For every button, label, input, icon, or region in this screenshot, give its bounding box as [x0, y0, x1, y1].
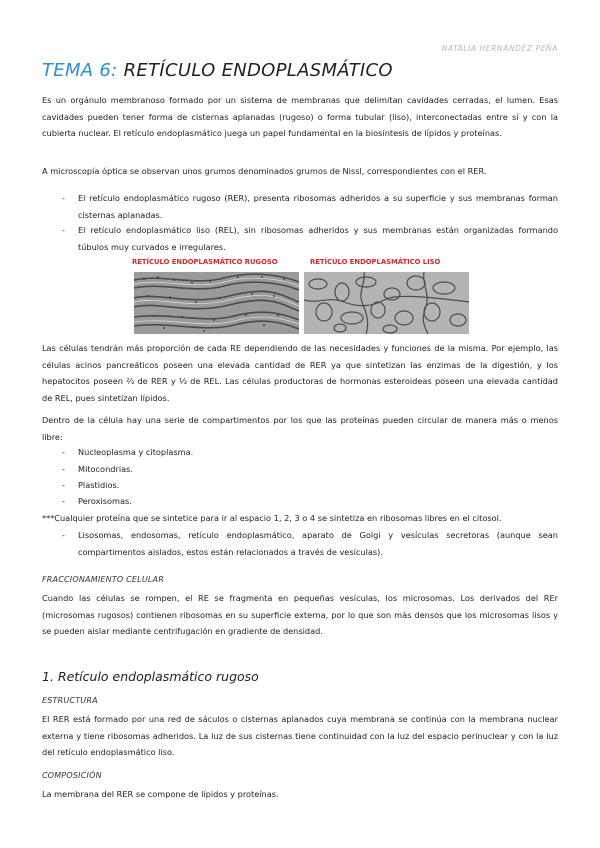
- bullet-dash: -: [62, 496, 65, 506]
- title-number: TEMA 6:: [42, 60, 118, 81]
- caption-rer: RETÍCULO ENDOPLASMÁTICO RUGOSO: [132, 258, 278, 266]
- list-item-text: El retículo endoplasmático rugoso (RER), presenta ribosomas adheridos a su superficie y sus membranas forman cisternas aplanadas.: [78, 193, 558, 220]
- composition-heading: COMPOSICIÓN: [42, 771, 102, 780]
- rer-micrograph-image: [134, 272, 299, 334]
- bullet-dash: -: [62, 464, 65, 474]
- structure-heading: ESTRUCTURA: [42, 696, 98, 705]
- caption-rel: RETÍCULO ENDOPLASMÁTICO LISO: [310, 258, 441, 266]
- list-item-text: El retículo endoplasmático liso (REL), sin ribosomas adheridos y sus membranas están organizadas formando túbulos muy curvados e irregulares.: [78, 225, 558, 252]
- note-paragraph: ***Cualquier proteína que se sintetice para ir al espacio 1, 2, 3 o 4 se sintetiza en ribosomas libres en el citosol.: [42, 513, 502, 523]
- list-item: [62, 493, 558, 510]
- list-item-text: Nucleoplasma y citoplasma.: [78, 447, 194, 457]
- structure-paragraph: El RER está formado por una red de sáculos o cisternas aplanados cuya membrana se continúa con la membrana nuclear externa y tiene ribosomas adheridos. La luz de sus cisternas tiene continuidad con la luz del espacio perinuclear y con la luz del retículo endoplasmático liso.: [42, 714, 558, 757]
- list-item-rer: [62, 190, 558, 223]
- bullet-dash: -: [62, 480, 65, 490]
- list-item: [62, 461, 558, 478]
- fractionation-paragraph: Cuando las células se rompen, el RE se fragmenta en pequeñas vesículas, los microsomas. Los derivados del REr (microsomas rugosos) contienen ribosomas en su superficie externa, por lo que son más densos que los microsomas lisos y se pueden aislar mediante centrifugación en gradiente de densidad.: [42, 593, 558, 636]
- bullet-dash: -: [62, 447, 65, 457]
- author-name: NATALIA HERNÁNDEZ PEÑA: [441, 44, 558, 53]
- fractionation-heading: FRACCIONAMIENTO CELULAR: [42, 575, 164, 584]
- microscopy-paragraph: A microscopía óptica se observan unos grumos denominados grumos de Nissl, correspondientes con el RER.: [42, 166, 487, 176]
- composition-paragraph: La membrana del RER se compone de lípidos y proteínas.: [42, 789, 279, 799]
- list-item-text: Lisosomas, endosomas, retículo endoplasmático, aparato de Golgi y vesículas secretoras (aunque sean compartimentos aislados, estos están relacionados a través de vesículas).: [78, 530, 558, 557]
- page-title: [42, 60, 393, 81]
- list-item-text: Peroxisomas.: [78, 496, 132, 506]
- bullet-dash: -: [62, 193, 65, 203]
- title-text: RETÍCULO ENDOPLASMÁTICO: [123, 60, 393, 81]
- list-item: [62, 527, 558, 560]
- list-item: [62, 444, 558, 461]
- list-item: [62, 477, 558, 494]
- micrograph-figure: [132, 258, 468, 330]
- compartments-intro: Dentro de la célula hay una serie de compartimentos por los que las proteínas pueden circular de manera más o menos libre:: [42, 415, 558, 442]
- list-item-text: Mitocondrias.: [78, 464, 133, 474]
- list-item-text: Plastidios.: [78, 480, 120, 490]
- list-item-rel: [62, 222, 558, 255]
- intro-paragraph: Es un orgánulo membranoso formado por un sistema de membranas que delimitan cavidades cerradas, el lumen. Esas cavidades pueden tener forma de cisternas aplanadas (rugoso) o forma tubular (liso), interconectadas entre sí y con la cubierta nuclear. El retículo endoplasmático juega un papel fundamental en la biosíntesis de lípidos y proteínas.: [42, 95, 558, 138]
- rel-micrograph-image: [304, 272, 469, 334]
- proportion-paragraph: Las células tendrán más proporción de cada RE dependiendo de las necesidades y funciones de la misma. Por ejemplo, las células acinos pancreáticos poseen una elevada cantidad de RER ya que sintetizan las enzimas de la digestión, y los hepatocitos poseen ⅔ de RER y ⅓ de REL. Las células productoras de hormonas esteroideas poseen una elevada cantidad de REL, pues sintetizan lípidos.: [42, 343, 558, 403]
- section-heading: 1. Retículo endoplasmático rugoso: [42, 669, 259, 684]
- bullet-dash: -: [62, 530, 65, 540]
- bullet-dash: -: [62, 225, 65, 235]
